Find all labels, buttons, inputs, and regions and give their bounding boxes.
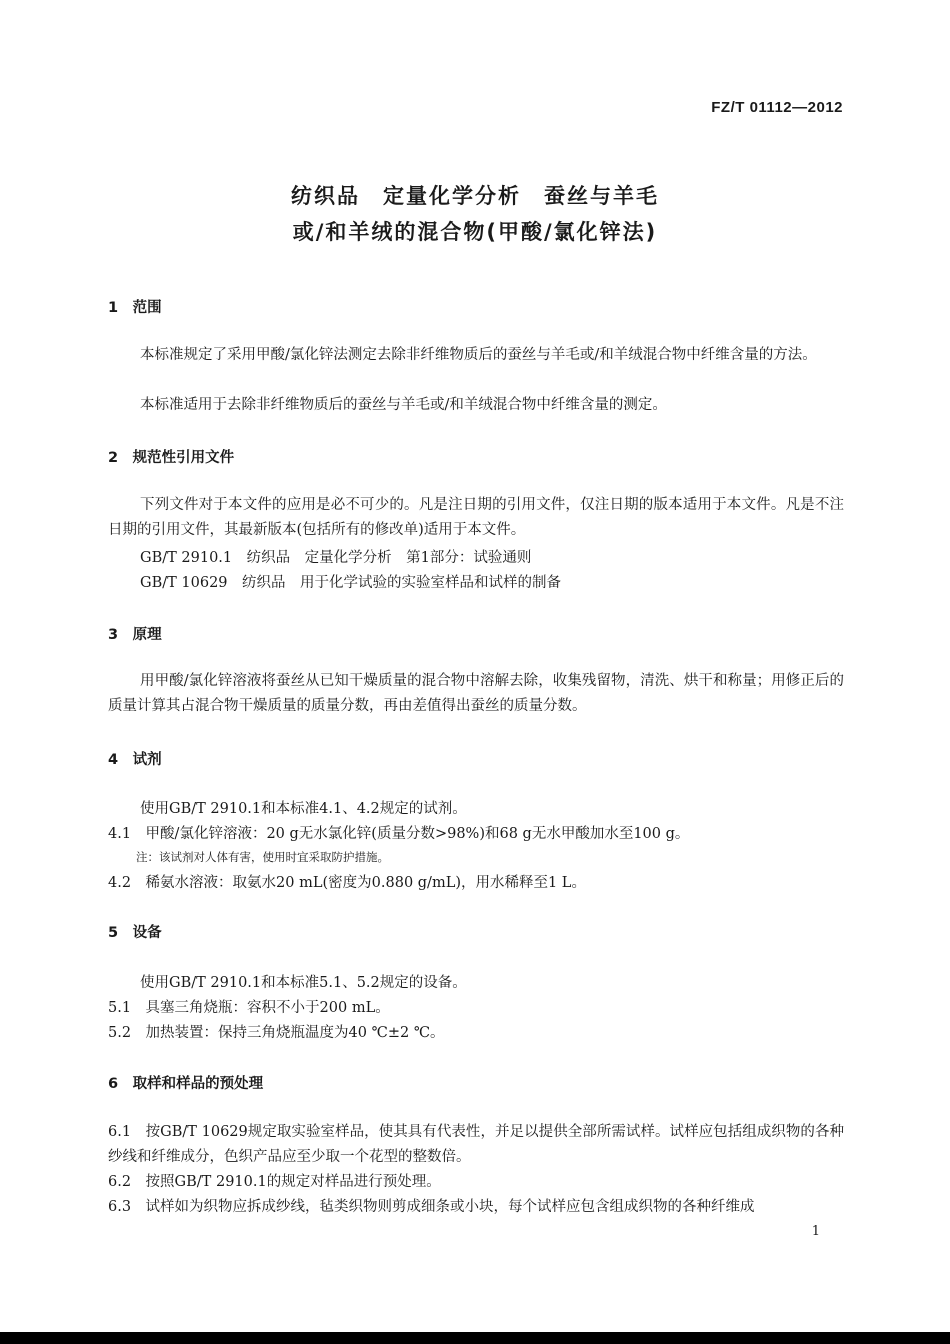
clause-4-2: 4.2 稀氨水溶液：取氨水20 mL(密度为0.880 g/mL)，用水稀释至1 L。	[108, 875, 586, 891]
clause-6-3: 6.3 试样如为织物应拆成纱线，毡类织物则剪成细条或小块，每个试样应包含组成织物的各种纤维成	[108, 1199, 755, 1215]
document-title-line-2: 或/和羊绒的混合物(甲酸/氯化锌法)	[292, 220, 658, 244]
section-heading-sampling: 6 取样和样品的预处理	[108, 1076, 264, 1092]
section-heading-apparatus: 5 设备	[108, 925, 162, 941]
clause-6-2: 6.2 按照GB/T 2910.1的规定对样品进行预处理。	[108, 1174, 441, 1190]
reagents-intro: 使用GB/T 2910.1和本标准4.1、4.2规定的试剂。	[140, 801, 467, 817]
section-heading-principle: 3 原理	[108, 627, 162, 643]
clause-5-1: 5.1 具塞三角烧瓶：容积不小于200 mL。	[108, 1000, 390, 1016]
section-heading-normative-references: 2 规范性引用文件	[108, 450, 235, 466]
clause-5-2: 5.2 加热装置：保持三角烧瓶温度为40 ℃±2 ℃。	[108, 1025, 445, 1041]
apparatus-intro: 使用GB/T 2910.1和本标准5.1、5.2规定的设备。	[140, 975, 467, 991]
scope-text-1: 本标准规定了采用甲酸/氯化锌法测定去除非纤维物质后的蚕丝与羊毛或/和羊绒混合物中纤维含量的方法。	[140, 347, 817, 363]
principle-text: 用甲酸/氯化锌溶液将蚕丝从已知干燥质量的混合物中溶解去除，收集残留物，清洗、烘干和称量；用修正后的质量计算其占混合物干燥质量的质量分数，再由差值得出蚕丝的质量分数。	[108, 673, 844, 714]
scope-paragraph-2	[108, 393, 844, 418]
principle-paragraph	[108, 669, 844, 719]
scope-text-2: 本标准适用于去除非纤维物质后的蚕丝与羊毛或/和羊绒混合物中纤维含量的测定。	[140, 397, 667, 413]
clause-6-1: 6.1 按GB/T 10629规定取实验室样品，使其具有代表性，并足以提供全部所需试样。试样应包括组成织物的各种纱线和纤维成分，色织产品应至少取一个花型的整数倍。	[108, 1124, 844, 1165]
document-title-line-1: 纺织品 定量化学分析 蚕丝与羊毛	[291, 184, 659, 208]
clause-4-1: 4.1 甲酸/氯化锌溶液：20 g无水氯化锌(质量分数>98%)和68 g无水甲酸加水至100 g。	[108, 826, 690, 842]
scope-paragraph-1	[108, 343, 844, 368]
clause-6-1-block	[108, 1120, 844, 1170]
references-text: 下列文件对于本文件的应用是必不可少的。凡是注日期的引用文件，仅注日期的版本适用于本文件。凡是不注日期的引用文件，其最新版本(包括所有的修改单)适用于本文件。	[108, 497, 844, 538]
references-paragraph	[108, 493, 844, 543]
bottom-border	[0, 1332, 950, 1344]
reference-gbt-10629: GB/T 10629 纺织品 用于化学试验的实验室样品和试样的制备	[140, 575, 562, 591]
page-number: 1	[811, 1224, 820, 1239]
standard-code: FZ/T 01112—2012	[711, 99, 843, 116]
reference-gbt-2910-1: GB/T 2910.1 纺织品 定量化学分析 第1部分：试验通则	[140, 550, 532, 566]
section-heading-reagents: 4 试剂	[108, 752, 162, 768]
section-heading-scope: 1 范围	[108, 300, 162, 316]
reagent-safety-note: 注：该试剂对人体有害，使用时宜采取防护措施。	[136, 850, 389, 864]
